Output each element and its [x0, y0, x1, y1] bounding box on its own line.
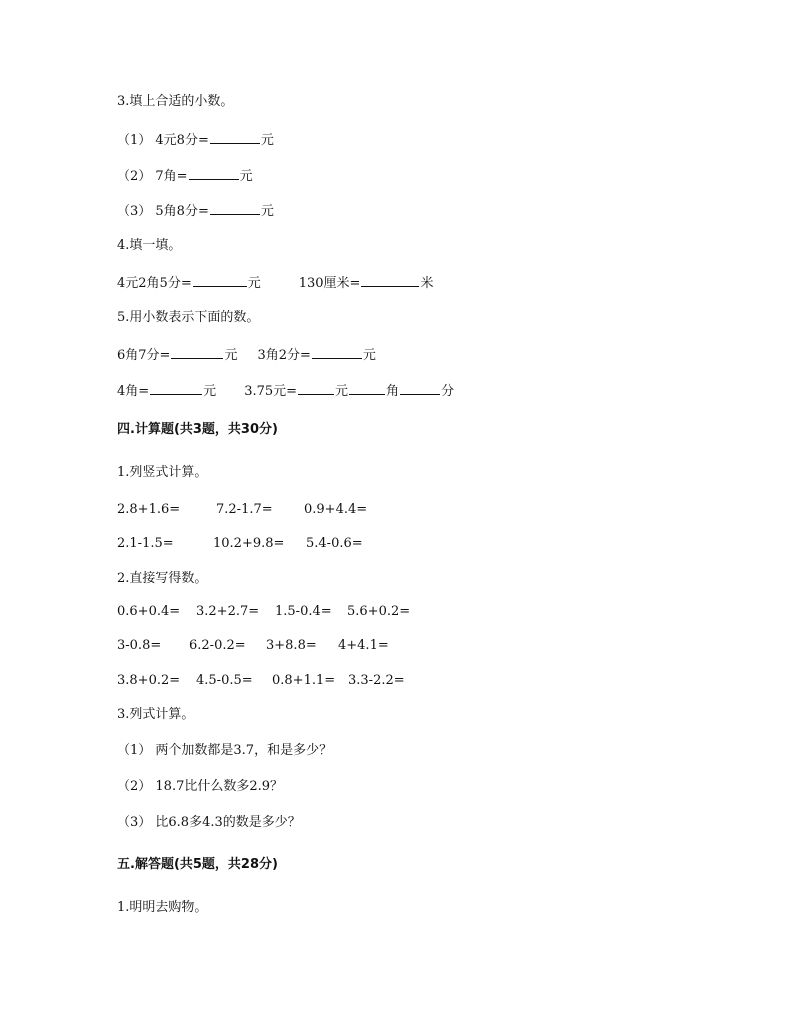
answer-blank[interactable] — [210, 130, 260, 144]
q5-r1a-prefix: 6角7分= — [117, 348, 171, 363]
s4-q1-row-2 — [117, 535, 363, 553]
expression: 3+8.8= — [266, 638, 317, 653]
q3-item-3-prefix: （3） 5角8分= — [117, 204, 209, 219]
q4-a-unit: 元 — [247, 276, 261, 291]
expression: 3-0.8= — [117, 638, 162, 653]
expression: 4+4.1= — [338, 638, 389, 653]
s4-q1-row-1 — [117, 501, 367, 519]
expression: 0.9+4.4= — [304, 502, 368, 517]
s4-q3-item-1: （1） 两个加数都是3.7，和是多少？ — [117, 743, 333, 758]
q5-row-2 — [117, 381, 454, 401]
expression: 3.2+2.7= — [196, 604, 260, 619]
q5-r1a-unit: 元 — [224, 348, 238, 363]
q4-title: 4.填一填。 — [117, 238, 182, 253]
expression: 0.8+1.1= — [272, 673, 336, 688]
s5-q1-title: 1.明明去购物。 — [117, 900, 208, 915]
q3-item-1 — [117, 130, 274, 150]
q4-a-prefix: 4元2角5分= — [117, 276, 192, 291]
q4-b-unit: 米 — [420, 276, 434, 291]
answer-blank[interactable] — [312, 345, 362, 359]
q4-b-prefix: 130厘米= — [298, 276, 361, 291]
q3-item-2-prefix: （2） 7角= — [117, 169, 188, 184]
q3-item-1-unit: 元 — [260, 133, 274, 148]
q5-r2a-unit: 元 — [203, 384, 217, 399]
q3-item-3-unit: 元 — [260, 204, 274, 219]
expression: 2.1-1.5= — [117, 536, 174, 551]
section-4-heading: 四.计算题(共3题，共30分) — [117, 422, 278, 437]
expression: 3.8+0.2= — [117, 673, 181, 688]
s4-q2-row-1 — [117, 603, 410, 621]
answer-blank[interactable] — [361, 273, 419, 287]
expression: 7.2-1.7= — [216, 502, 273, 517]
q5-r2b-unit-1: 元 — [335, 384, 349, 399]
q5-r2b-unit-3: 分 — [441, 384, 455, 399]
q5-title: 5.用小数表示下面的数。 — [117, 310, 260, 325]
q4-row — [117, 273, 433, 293]
s4-q3-item-2: （2） 18.7比什么数多2.9？ — [117, 779, 284, 794]
answer-blank[interactable] — [150, 381, 202, 395]
q5-r2b-unit-2: 角 — [386, 384, 400, 399]
expression: 10.2+9.8= — [213, 536, 285, 551]
q3-title: 3.填上合适的小数。 — [117, 94, 234, 109]
expression: 0.6+0.4= — [117, 604, 181, 619]
s4-q1-title: 1.列竖式计算。 — [117, 465, 208, 480]
s4-q2-row-2 — [117, 637, 389, 655]
expression: 5.6+0.2= — [347, 604, 411, 619]
q3-item-1-prefix: （1） 4元8分= — [117, 133, 209, 148]
answer-blank[interactable] — [189, 166, 239, 180]
expression: 3.3-2.2= — [348, 673, 405, 688]
s4-q2-row-3 — [117, 672, 405, 690]
q5-r2a-prefix: 4角= — [117, 384, 150, 399]
answer-blank[interactable] — [210, 201, 260, 215]
s4-q3-item-3: （3） 比6.8多4.3的数是多少？ — [117, 815, 301, 830]
expression: 5.4-0.6= — [306, 536, 363, 551]
expression: 4.5-0.5= — [196, 673, 253, 688]
answer-blank[interactable] — [349, 381, 385, 395]
answer-blank[interactable] — [171, 345, 223, 359]
q5-row-1 — [117, 345, 376, 365]
answer-blank[interactable] — [400, 381, 440, 395]
expression: 2.8+1.6= — [117, 502, 181, 517]
expression: 6.2-0.2= — [189, 638, 246, 653]
s4-q3-title: 3.列式计算。 — [117, 707, 195, 722]
section-5-heading: 五.解答题(共5题，共28分) — [117, 857, 278, 872]
expression: 1.5-0.4= — [275, 604, 332, 619]
q3-item-2 — [117, 166, 253, 186]
answer-blank[interactable] — [298, 381, 334, 395]
s4-q2-title: 2.直接写得数。 — [117, 571, 208, 586]
q5-r1b-unit: 元 — [362, 348, 376, 363]
answer-blank[interactable] — [193, 273, 247, 287]
q3-item-2-unit: 元 — [239, 169, 253, 184]
q5-r1b-prefix: 3角2分= — [257, 348, 311, 363]
q3-item-3 — [117, 201, 274, 221]
q5-r2b-prefix: 3.75元= — [244, 384, 298, 399]
